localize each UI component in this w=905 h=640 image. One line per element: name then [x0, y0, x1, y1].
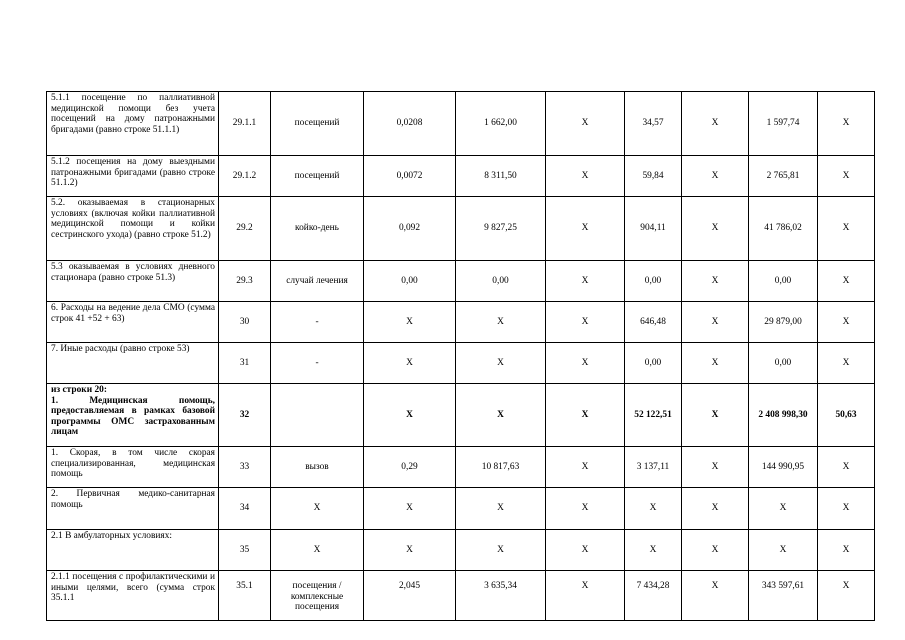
row-label-cell: 2.1.1 посещения с профилактическими и иными целями, всего (сумма строк 35.1.1	[47, 571, 219, 621]
table-cell: Х	[818, 92, 875, 156]
row-label-cell: 5.3 оказываемая в условиях дневного стационара (равно строке 51.3)	[47, 261, 219, 302]
table-cell: 1 597,74	[749, 92, 818, 156]
row-label-cell: 5.1.2 посещения на дому выездными патронажными бригадами (равно строке 51.1.2)	[47, 156, 219, 197]
table-cell: 1 662,00	[456, 92, 546, 156]
table-cell: 144 990,95	[749, 447, 818, 488]
table-cell: Х	[456, 488, 546, 530]
table-cell: Х	[682, 92, 749, 156]
table-cell: 0,00	[625, 261, 682, 302]
table-cell: 3 635,34	[456, 571, 546, 621]
table-cell: 9 827,25	[456, 197, 546, 261]
table-cell: 2 765,81	[749, 156, 818, 197]
table-row	[47, 92, 875, 156]
table-cell: 35.1	[219, 571, 271, 621]
table-cell: 31	[219, 343, 271, 384]
table-cell: Х	[364, 302, 456, 343]
table-cell: Х	[818, 447, 875, 488]
table-cell: Х	[682, 261, 749, 302]
row-label-cell: 2. Первичная медико-санитарная помощь	[47, 488, 219, 530]
table-cell: Х	[364, 384, 456, 447]
table-cell: койко-день	[271, 197, 364, 261]
table-cell: Х	[271, 530, 364, 571]
table-cell: Х	[682, 447, 749, 488]
table-cell: Х	[546, 530, 625, 571]
table-cell: посещения / комплексные посещения	[271, 571, 364, 621]
table-cell: 0,00	[749, 343, 818, 384]
table-cell: Х	[818, 261, 875, 302]
table-cell: Х	[364, 530, 456, 571]
table-cell: Х	[364, 343, 456, 384]
row-label-cell: 7. Иные расходы (равно строке 53)	[47, 343, 219, 384]
table-cell: Х	[818, 302, 875, 343]
table-cell: Х	[546, 156, 625, 197]
table-cell: 52 122,51	[625, 384, 682, 447]
table-cell: Х	[364, 488, 456, 530]
table-cell: 29.3	[219, 261, 271, 302]
table-cell: Х	[456, 530, 546, 571]
table-row	[47, 197, 875, 261]
table-cell: Х	[546, 488, 625, 530]
table-row	[47, 488, 875, 530]
table-cell: Х	[546, 302, 625, 343]
table-cell: Х	[682, 384, 749, 447]
table-cell: 0,00	[456, 261, 546, 302]
table-cell: 8 311,50	[456, 156, 546, 197]
table-cell: вызов	[271, 447, 364, 488]
table-cell: Х	[682, 343, 749, 384]
table-cell: 0,0072	[364, 156, 456, 197]
table-cell: Х	[546, 261, 625, 302]
table-row	[47, 384, 875, 447]
table-cell: 35	[219, 530, 271, 571]
table-cell: 0,092	[364, 197, 456, 261]
table-cell: 59,84	[625, 156, 682, 197]
table-row	[47, 571, 875, 621]
table-row	[47, 302, 875, 343]
financial-table	[46, 91, 875, 621]
row-label-cell: 5.1.1 посещение по паллиативной медицинской помощи без учета посещений на дому патронажными бригадами (равно строке 51.1.1)	[47, 92, 219, 156]
table-cell: 2 408 998,30	[749, 384, 818, 447]
table-cell: 3 137,11	[625, 447, 682, 488]
table-cell: Х	[546, 384, 625, 447]
table-cell: Х	[818, 343, 875, 384]
table-cell: посещений	[271, 156, 364, 197]
row-label-cell: 1. Скорая, в том числе скорая специализированная, медицинская помощь	[47, 447, 219, 488]
table-row	[47, 447, 875, 488]
table-cell: Х	[749, 488, 818, 530]
table-cell: -	[271, 302, 364, 343]
table-cell: Х	[546, 571, 625, 621]
table-cell: Х	[546, 447, 625, 488]
table-cell: 0,00	[364, 261, 456, 302]
table-cell: Х	[682, 530, 749, 571]
table-cell: случай лечения	[271, 261, 364, 302]
table-cell: 0,00	[749, 261, 818, 302]
table-cell: 904,11	[625, 197, 682, 261]
table-cell: Х	[456, 384, 546, 447]
table-row	[47, 530, 875, 571]
table-row	[47, 343, 875, 384]
table-row	[47, 156, 875, 197]
row-label-cell: 5.2. оказываемая в стационарных условиях (включая койки паллиативной медицинской помощи и койки сестринского ухода) (равно строке 51.2)	[47, 197, 219, 261]
table-cell: 34,57	[625, 92, 682, 156]
table-cell: Х	[625, 488, 682, 530]
table-cell: 10 817,63	[456, 447, 546, 488]
table-cell: 646,48	[625, 302, 682, 343]
row-label-cell: 6. Расходы на ведение дела СМО (сумма строк 41 +52 + 63)	[47, 302, 219, 343]
table-cell: Х	[625, 530, 682, 571]
row-label-cell: из строки 20: 1. Медицинская помощь, предоставляемая в рамках базовой программы ОМС застрахованным лицам	[47, 384, 219, 447]
table-cell: 29.1.1	[219, 92, 271, 156]
table-cell: 2,045	[364, 571, 456, 621]
table-cell: 29 879,00	[749, 302, 818, 343]
table-cell: 41 786,02	[749, 197, 818, 261]
table-cell: Х	[682, 488, 749, 530]
table-cell: Х	[818, 197, 875, 261]
table-cell: Х	[818, 156, 875, 197]
table-row	[47, 261, 875, 302]
table-cell: Х	[818, 571, 875, 621]
table-cell: Х	[682, 156, 749, 197]
table-cell: 0,0208	[364, 92, 456, 156]
table-cell: -	[271, 343, 364, 384]
table-cell: Х	[818, 530, 875, 571]
table-cell: Х	[818, 488, 875, 530]
table-cell: Х	[456, 302, 546, 343]
table-cell: 30	[219, 302, 271, 343]
table-cell: Х	[271, 488, 364, 530]
table-cell: 7 434,28	[625, 571, 682, 621]
table-cell: Х	[682, 571, 749, 621]
row-label-cell: 2.1 В амбулаторных условиях:	[47, 530, 219, 571]
table-cell	[271, 384, 364, 447]
table-cell: Х	[682, 197, 749, 261]
table-cell: Х	[546, 92, 625, 156]
table-cell: 29.1.2	[219, 156, 271, 197]
table-cell: 50,63	[818, 384, 875, 447]
table-cell: 33	[219, 447, 271, 488]
table-cell: Х	[749, 530, 818, 571]
table-cell: 343 597,61	[749, 571, 818, 621]
table-cell: посещений	[271, 92, 364, 156]
table-cell: 29.2	[219, 197, 271, 261]
table-cell: Х	[456, 343, 546, 384]
table-cell: 0,29	[364, 447, 456, 488]
table-cell: Х	[546, 343, 625, 384]
table-cell: Х	[546, 197, 625, 261]
table-cell: 0,00	[625, 343, 682, 384]
table-cell: 34	[219, 488, 271, 530]
table-cell: 32	[219, 384, 271, 447]
table-cell: Х	[682, 302, 749, 343]
